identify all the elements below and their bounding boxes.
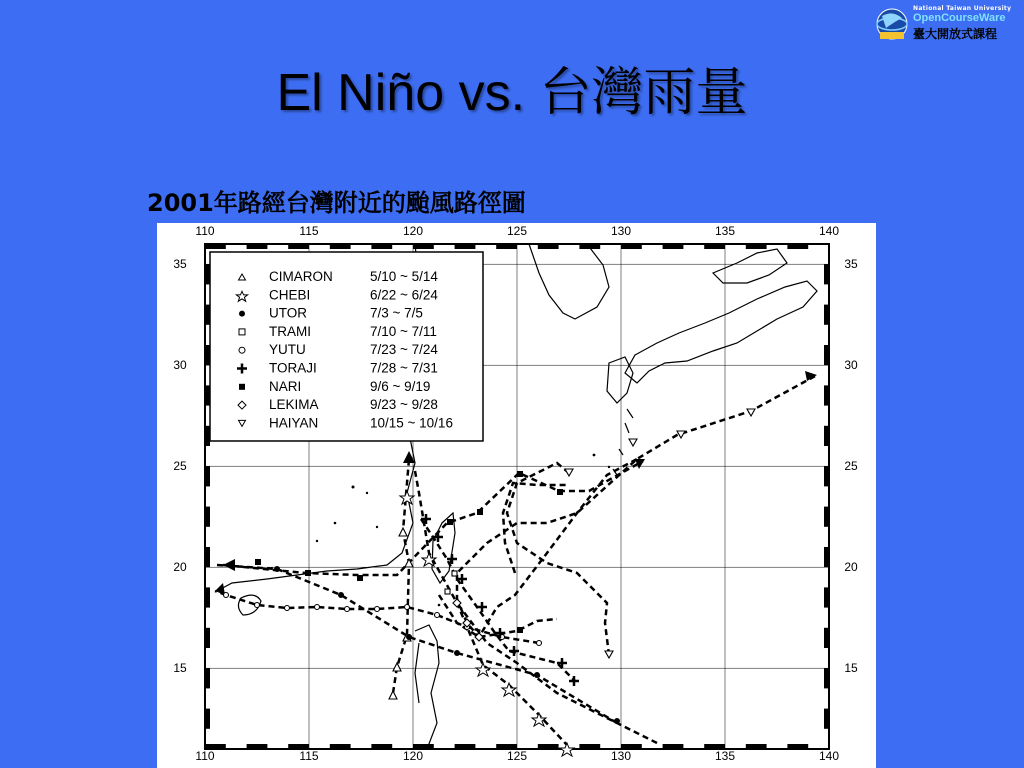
lat-tick-label: 15 xyxy=(173,661,187,676)
legend-symbol-filled-circle xyxy=(239,311,245,317)
legend-typhoon-dates: 7/23 ~ 7/24 xyxy=(370,342,438,358)
legend-typhoon-name: HAIYAN xyxy=(269,415,319,431)
legend-symbol-circle xyxy=(239,347,245,353)
lat-tick-label: 30 xyxy=(173,358,187,373)
typhoon-track-map xyxy=(157,223,876,768)
logo-chinese-name: 臺大開放式課程 xyxy=(913,27,998,41)
lat-tick-label: 25 xyxy=(173,459,187,474)
lon-tick-label: 115 xyxy=(299,224,319,238)
legend-typhoon-dates: 7/3 ~ 7/5 xyxy=(370,305,423,321)
lon-tick-label: 135 xyxy=(714,749,736,763)
lon-tick-label: 130 xyxy=(610,749,632,763)
legend-typhoon-dates: 9/23 ~ 9/28 xyxy=(370,397,438,413)
legend-typhoon-dates: 7/28 ~ 7/31 xyxy=(370,360,438,376)
lon-tick-label: 110 xyxy=(195,224,215,238)
legend-typhoon-dates: 7/10 ~ 7/11 xyxy=(370,323,437,339)
legend-symbol-square xyxy=(239,329,245,335)
lon-tick-label: 110 xyxy=(195,749,215,763)
legend-symbol-filled-square xyxy=(239,384,245,390)
lon-tick-label: 130 xyxy=(610,224,632,238)
lat-tick-label: 35 xyxy=(844,257,858,272)
legend-typhoon-name: NARI xyxy=(269,378,302,394)
lat-tick-label: 15 xyxy=(844,661,858,676)
ntu-ocw-logo xyxy=(874,4,1020,44)
legend-typhoon-name: CIMARON xyxy=(269,269,333,284)
map-legend xyxy=(210,252,483,441)
lat-tick-label: 25 xyxy=(844,459,858,474)
slide-title: El Niño vs. 台灣雨量 xyxy=(276,64,748,122)
legend-typhoon-name: YUTU xyxy=(269,342,306,358)
lon-tick-label: 140 xyxy=(818,749,840,763)
legend-typhoon-name: UTOR xyxy=(269,305,308,321)
legend-typhoon-dates: 6/22 ~ 6/24 xyxy=(370,287,438,303)
logo-university-name: National Taiwan University xyxy=(913,5,1012,12)
legend-typhoon-dates: 10/15 ~ 10/16 xyxy=(370,415,453,431)
legend-box xyxy=(210,252,483,441)
lat-tick-label: 20 xyxy=(844,560,858,575)
figure-caption: 2001年路經台灣附近的颱風路徑圖 xyxy=(147,189,526,217)
lon-tick-label: 125 xyxy=(506,224,528,238)
legend-typhoon-name: TRAMI xyxy=(269,323,311,339)
globe-icon xyxy=(874,6,910,42)
legend-typhoon-name: CHEBI xyxy=(269,287,311,303)
lon-tick-label: 115 xyxy=(299,749,319,763)
legend-typhoon-name: LEKIMA xyxy=(269,397,319,413)
lat-tick-label: 35 xyxy=(173,257,187,272)
legend-typhoon-dates: 5/10 ~ 5/14 xyxy=(370,269,438,284)
lon-tick-label: 135 xyxy=(714,224,736,238)
legend-typhoon-name: TORAJI xyxy=(269,360,317,376)
lat-tick-label: 30 xyxy=(844,358,858,373)
lat-tick-label: 20 xyxy=(173,560,187,575)
legend-typhoon-dates: 9/6 ~ 9/19 xyxy=(370,378,431,394)
lon-tick-label: 140 xyxy=(818,224,840,238)
lon-tick-label: 125 xyxy=(506,749,528,763)
lon-tick-label: 120 xyxy=(402,749,424,763)
lon-tick-label: 120 xyxy=(402,224,424,238)
logo-ocw-name: OpenCourseWare xyxy=(913,12,1006,24)
